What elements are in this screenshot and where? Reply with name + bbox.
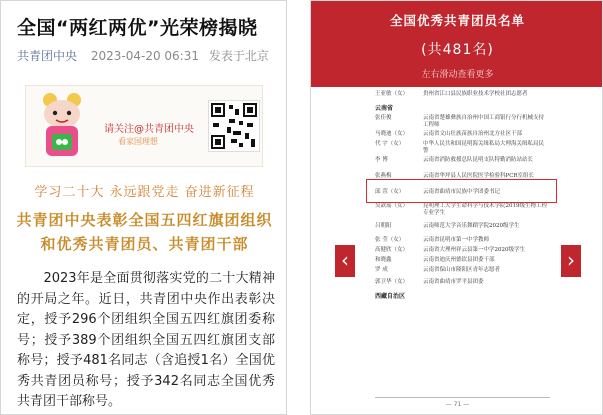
slogan: 学习二十大 永远跟党走 奋进新征程 [34,185,255,200]
page-number: — 71 — [445,401,470,408]
person-affiliation: 贵州省江口县民族职业技术学校社团志愿者 [423,91,528,97]
list-title: 全国优秀共青团员名单 [389,13,525,28]
follow-subtext: 看家国理想 [118,137,158,146]
person-name: 李 博 [375,157,388,163]
mascot-icon [34,90,90,162]
person-name: 吴歆瑶（女） [375,203,409,209]
person-affiliation: 云南省曲靖市民族中学团委书记 [423,189,501,195]
province-heading: 云南省 [375,105,394,112]
follow-banner [25,85,263,167]
follow-text: 请关注@共青团中央 [104,124,194,135]
person-affiliation: 云南省楚雄彝族自治州中国工商银行分行机械支持工程师 [423,115,545,128]
person-name: 罗 成 [375,267,388,273]
article-body: 2023年是全面贯彻落实党的二十大精神的开局之年。近日，共青团中央作出表彰决定，授予296个团组织全国五四红旗团委称号；授予389个团组织全国五四红旗团支部称号；授予481名同志（含追授1名）全国优秀共青团员称号；授予342名同志全国优秀共青团干部称号。 [17,271,275,409]
person-affiliation: 云南省曲靖市罗平县团委 [423,279,484,285]
headline-line-2: 和优秀共青团员、共青团干部 [40,235,249,253]
person-name: 高健欣（女） [375,247,409,253]
name-list-pane [310,0,603,415]
article-location: 发表于北京 [208,49,269,63]
article-pane [0,0,287,415]
article-datetime: 2023-04-20 06:31 [90,49,199,63]
person-affiliation: 昆明理工大学生命科学与技术学院2019级生物工程专业学生 [423,203,547,216]
person-name: 代 宇（女） [375,141,405,147]
article-meta [17,47,269,64]
person-name: 张 莹（女） [375,237,405,243]
person-name: 王亚敏（女） [375,91,409,97]
person-affiliation: 云南省华坪县人民医院医学检验科PCR室组长 [423,173,535,179]
person-affiliation: 云南省大理州祥云县第一中学2020级学生 [423,247,525,253]
person-affiliation: 云南省迪庆州德钦县团委干部 [423,257,495,263]
person-affiliation: 云南省消防救援总队昆明支队特勤消防站站长 [423,157,534,163]
headline-line-1: 共青团中央表彰全国五四红旗团组织 [16,211,273,229]
person-name: 邱 萱（女） [375,189,405,195]
list-header [311,1,603,87]
prev-page-button[interactable] [335,245,355,277]
highlight-box [366,179,557,203]
person-affiliation: 中华人民共和国昆明海关缉私局大理海关缉私局民警 [423,141,545,154]
person-name: 马晓迪（女） [375,131,409,137]
chevron-right-icon: › [567,248,575,272]
person-name: 郭卫华（女） [375,279,409,285]
person-affiliation: 云南省昆明市第一中学教师 [423,237,490,243]
person-affiliation: 云南省文山壮族苗族自治州北方社区干部 [423,131,523,137]
person-name: 和晓鑫 [375,257,392,263]
person-affiliation: 云南省保山市隆阳区青年志愿者 [423,267,501,273]
person-affiliation: 云南师范大学音乐舞蹈学院2020级学生 [423,223,520,229]
person-name: 张燕梅 [375,173,392,179]
list-count: (共481名) [421,42,494,58]
person-name: 吕朝阳 [375,223,392,229]
page-divider [375,397,550,398]
next-page-button[interactable] [561,245,581,277]
article-source-link[interactable]: 共青团中央 [17,49,78,63]
qr-code-icon[interactable] [208,100,260,152]
chevron-left-icon: ‹ [341,248,349,272]
swipe-hint: 左右滑动查看更多 [421,70,494,80]
article-title: 全国“两红两优”光荣榜揭晓 [17,17,258,39]
person-name: 张佳俊 [375,115,392,121]
province-heading: 西藏自治区 [375,293,406,300]
